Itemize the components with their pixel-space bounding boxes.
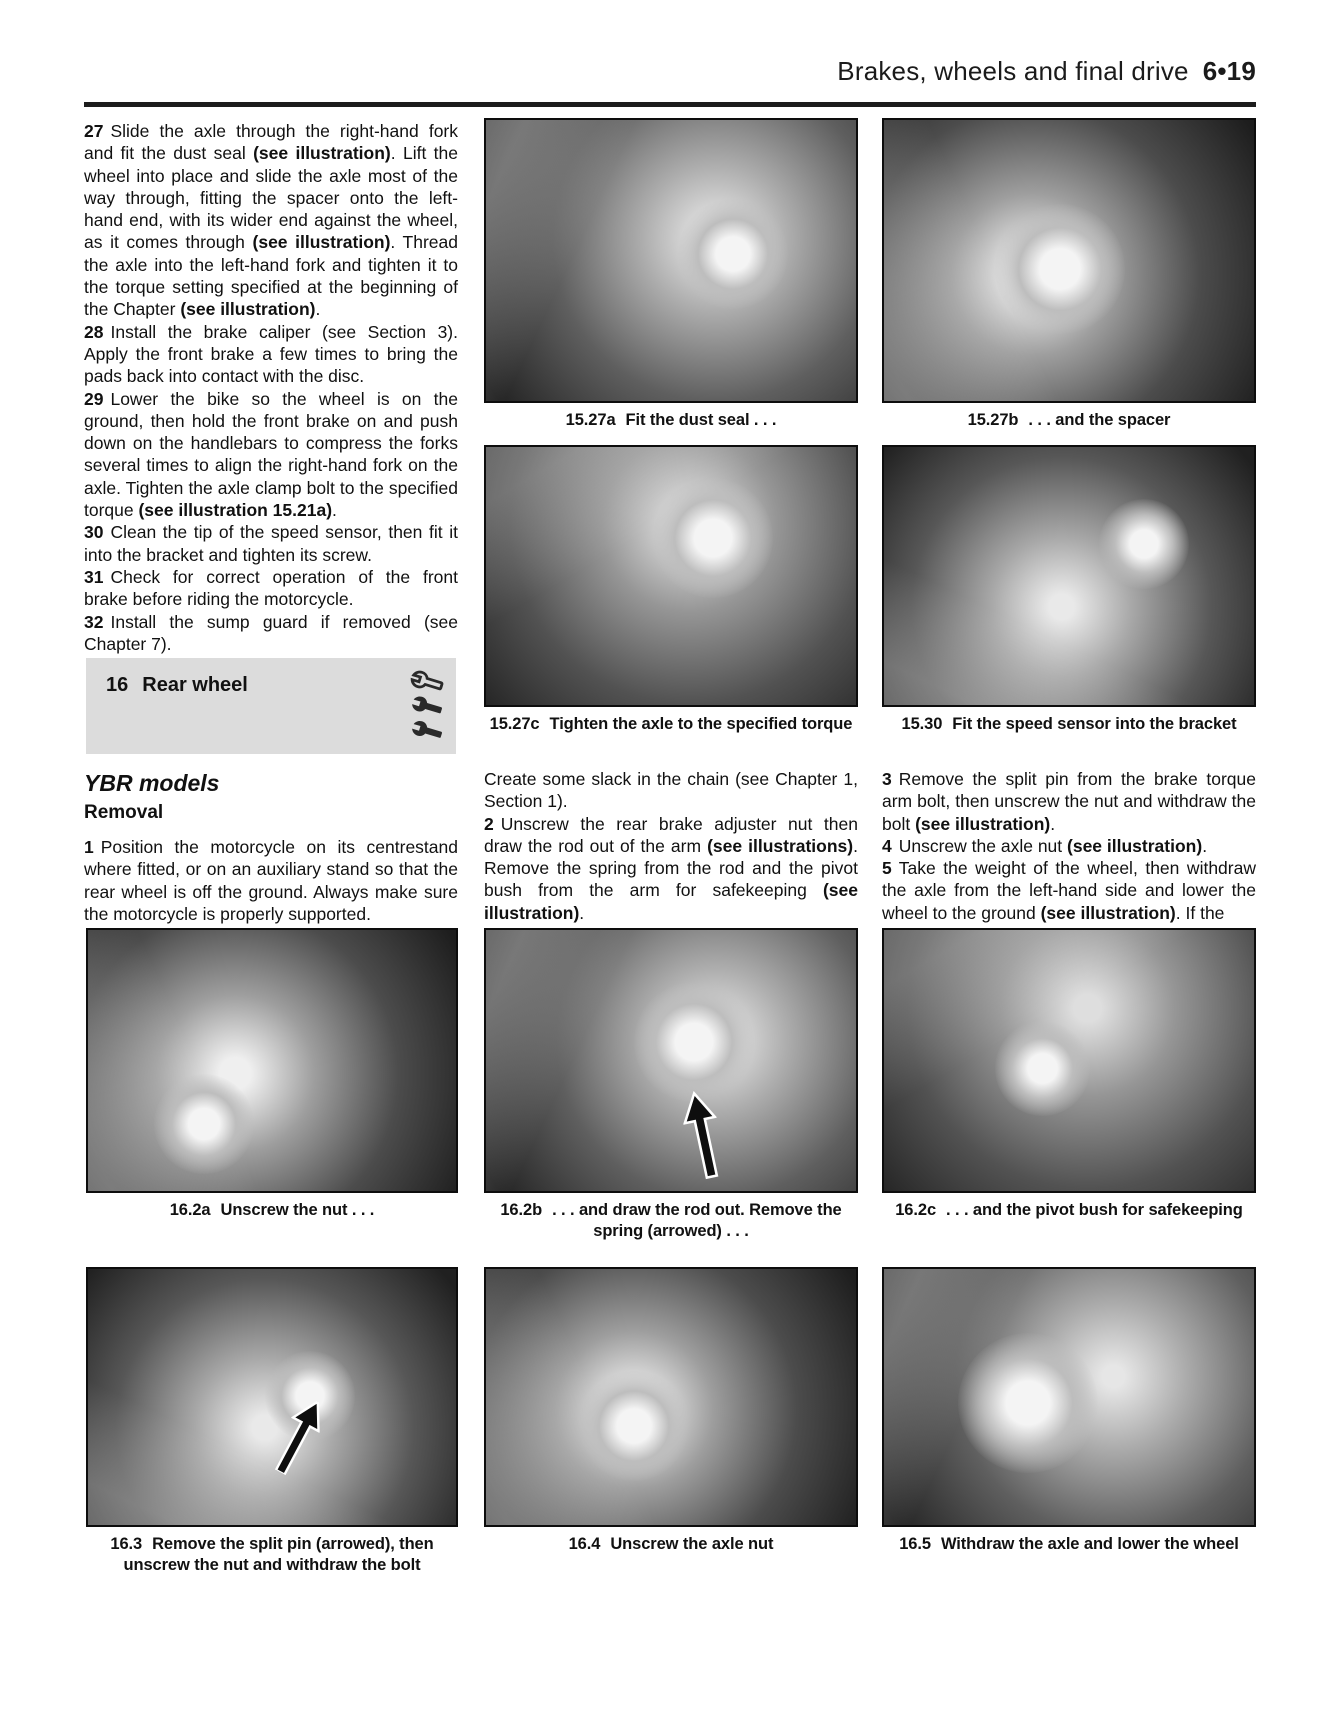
section-16-heading-box (86, 658, 456, 754)
figure-16-2c (882, 928, 1256, 1221)
figure-16-5-photo (882, 1267, 1256, 1527)
sensor-highlight (1099, 499, 1189, 589)
figure-16-2b (484, 928, 858, 1242)
removal-subheading: Removal (84, 802, 164, 823)
spacer-highlight (995, 204, 1125, 334)
figure-16-4 (484, 1267, 858, 1555)
figure-15-27b-caption: 15.27b . . . and the spacer (967, 411, 1171, 429)
middle-column-text (484, 768, 858, 924)
right-column-text (882, 768, 1256, 924)
figure-16-2a (86, 928, 458, 1221)
step-28: 28 Install the brake caliper (see Section 3). Apply the front brake a few times to bring the pads back into contact with the disc. (84, 321, 458, 387)
axle-highlight (653, 478, 773, 598)
figure-15-27b-photo (882, 118, 1256, 403)
figure-15-27b (882, 118, 1256, 431)
figure-16-2c-caption: 16.2c . . . and the pivot bush for safekeeping (895, 1201, 1243, 1219)
section-name: Rear wheel (142, 674, 248, 696)
figure-16-5-caption: 16.5 Withdraw the axle and lower the wheel (899, 1535, 1239, 1553)
step-2: 2 Unscrew the rear brake adjuster nut then draw the rod out of the arm (see illustrations). Remove the spring from the rod and the pivot bush from the arm for safekeeping (see illustration). (484, 813, 858, 923)
figure-16-3-photo (86, 1267, 458, 1527)
chain-slack-paragraph: Create some slack in the chain (see Chapter 1, Section 1). (484, 769, 858, 812)
axle-nut-highlight (579, 1371, 689, 1481)
figure-16-4-photo (484, 1267, 858, 1527)
bush-highlight (995, 1021, 1090, 1116)
figure-16-3-caption: 16.3 Remove the split pin (arrowed), then unscrew the nut and withdraw the bolt (110, 1535, 434, 1574)
figure-15-27a-caption: 15.27a Fit the dust seal . . . (565, 411, 777, 429)
rod-highlight (634, 982, 754, 1102)
step-30: 30 Clean the tip of the speed sensor, then fit it into the bracket and tighten its screw. (84, 522, 458, 565)
figure-16-4-caption: 16.4 Unscrew the axle nut (568, 1535, 774, 1553)
figure-15-27c (484, 445, 858, 735)
figure-15-30-caption: 15.30 Fit the speed sensor into the bracket (901, 715, 1237, 733)
step-27: 27 Slide the axle through the right-hand fork and fit the dust seal (see illustration). Lift the wheel into place and slide the axle most of the way through, fitting the spacer onto the left-hand end, with its wider end against the wheel, as it comes through (see illustration). Thread the axle into the left-hand fork and tighten it to the torque setting specified at the beginning of the Chapter (see illustration). (84, 121, 459, 320)
page-number: 6•19 (1202, 56, 1256, 86)
left-column (84, 120, 458, 655)
figure-15-27a-photo (484, 118, 858, 403)
wheel-highlight (958, 1333, 1098, 1473)
header-rule (84, 102, 1256, 107)
hub-highlight (678, 199, 788, 309)
step-29: 29 Lower the bike so the wheel is on the ground, then hold the front brake on and push down on the handlebars to compress the forks several times to align the right-hand fork on the axle. Tighten the axle clamp bolt to the specified torque (see illustration 15.21a). (84, 388, 458, 521)
section-title (86, 658, 248, 697)
nut-highlight (154, 1074, 254, 1174)
figure-15-27a (484, 118, 858, 431)
section-number: 16 (106, 674, 129, 696)
figure-16-3 (86, 1267, 458, 1576)
step-31: 31 Check for correct operation of the front brake before riding the motorcycle. (84, 566, 458, 610)
step-32: 32 Install the sump guard if removed (see Chapter 7). (84, 611, 458, 654)
page-header (837, 56, 1256, 87)
figure-16-2b-photo (484, 928, 858, 1193)
step-3: 3 Remove the split pin from the brake torque arm bolt, then unscrew the nut and withdraw the bolt (see illustration). (882, 769, 1256, 834)
figure-15-27c-photo (484, 445, 858, 707)
ybr-models-heading: YBR models (84, 770, 220, 796)
running-title: Brakes, wheels and final drive (837, 56, 1189, 86)
figure-15-30 (882, 445, 1256, 735)
figure-15-27c-caption: 15.27c Tighten the axle to the specified torque (489, 715, 853, 733)
figure-16-5 (882, 1267, 1256, 1555)
step-5: 5 Take the weight of the wheel, then withdraw the axle from the left-hand side and lower the wheel to the ground (see illustration). If the (882, 858, 1256, 923)
figure-15-30-photo (882, 445, 1256, 707)
spanner-icon (406, 664, 448, 748)
step-4: 4 Unscrew the axle nut (see illustration). (882, 835, 1208, 856)
figure-16-2b-caption: 16.2b . . . and draw the rod out. Remove the spring (arrowed) . . . (500, 1201, 842, 1240)
figure-16-2a-photo (86, 928, 458, 1193)
figure-16-2c-photo (882, 928, 1256, 1193)
figure-16-2a-caption: 16.2a Unscrew the nut . . . (169, 1201, 375, 1219)
step-1: 1 Position the motorcycle on its centrestand where fitted, or on an auxiliary stand so that the rear wheel is off the ground. Always make sure the motorcycle is properly supported. (84, 837, 458, 924)
left-column-step-1 (84, 836, 458, 925)
arrow-annotation (677, 1086, 729, 1183)
